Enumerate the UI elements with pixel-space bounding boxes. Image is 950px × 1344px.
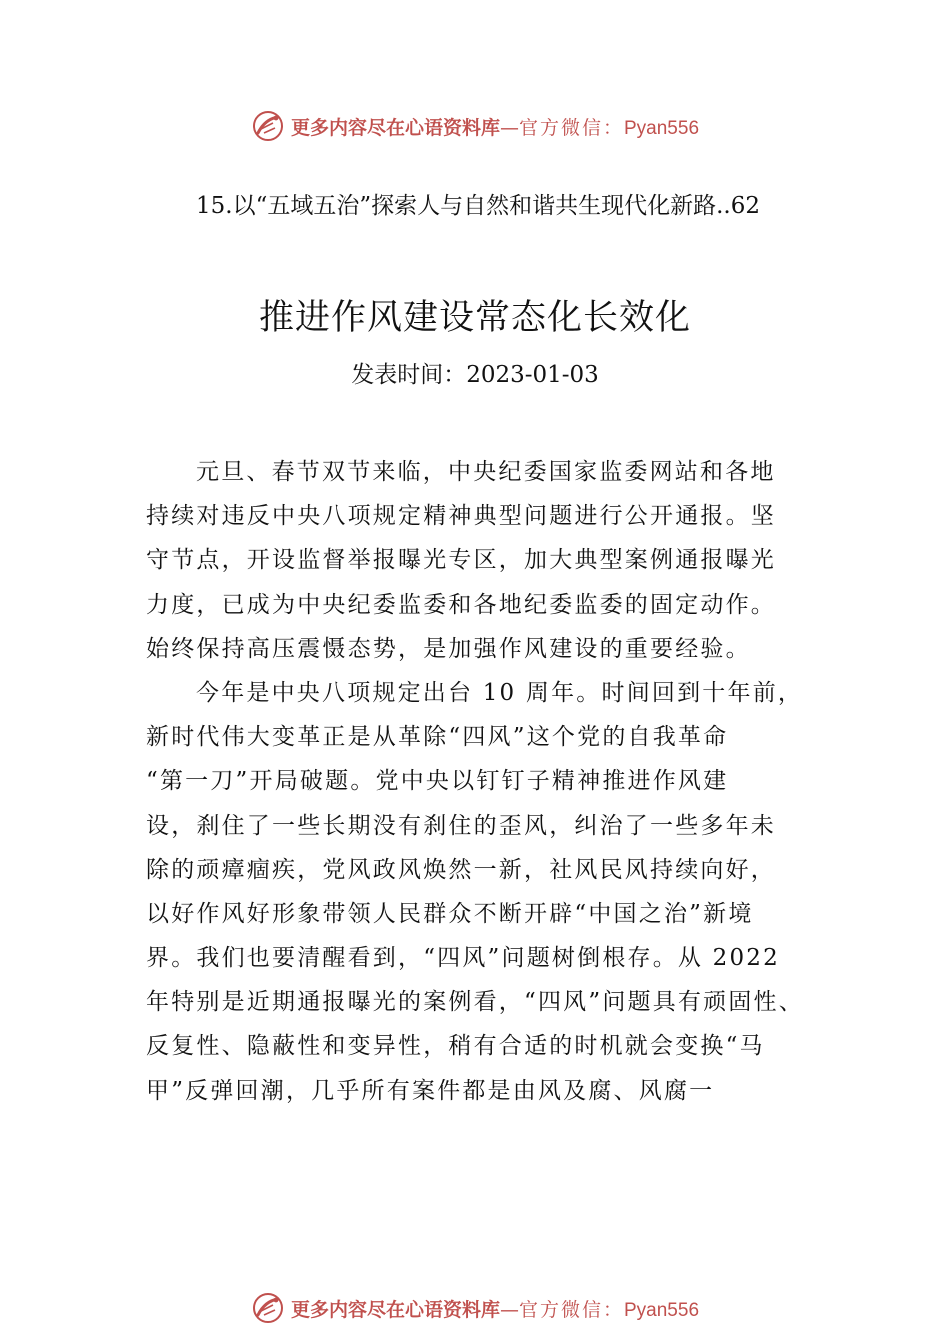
watermark-text (291, 113, 699, 140)
body-line: 今年是中央八项规定出台 10 周年。时间回到十年前， (196, 679, 804, 706)
article-title: 推进作风建设常态化长效化 (258, 298, 691, 338)
body-line: 界。我们也要清醒看到，“四风”问题树倒根存。从 2022 (146, 945, 780, 972)
brand-logo-icon (251, 1291, 285, 1325)
publish-date: 2023-01-03 (466, 362, 599, 388)
article-body (146, 450, 806, 1113)
watermark-dash: — (499, 116, 519, 139)
body-line: 设，刹住了一些长期没有刹住的歪风，纠治了一些多年未 (146, 812, 776, 839)
publish-date-line (0, 356, 950, 389)
watermark-label: 官方微信： (518, 116, 624, 139)
brand-logo-icon (251, 109, 285, 143)
watermark-main-text: 更多内容尽在心语资料库 (290, 1298, 500, 1321)
body-line: 力度，已成为中央纪委监委和各地纪委监委的固定动作。 (146, 591, 776, 618)
body-line: 反复性、隐蔽性和变异性，稍有合适的时机就会变换“马 (146, 1033, 765, 1060)
body-line: “第一刀”开局破题。党中央以钉钉子精神推进作风建 (146, 768, 729, 795)
watermark-label: 官方微信： (518, 1298, 624, 1321)
toc-entry: 15.以“五域五治”探索人与自然和谐共生现代化新路..62 (196, 193, 760, 219)
body-line: 年特别是近期通报曝光的案例看，“四风”问题具有顽固性、 (146, 989, 804, 1016)
body-line: 新时代伟大变革正是从革除“四风”这个党的自我革命 (146, 724, 729, 751)
watermark-text (291, 1295, 699, 1322)
body-line: 甲”反弹回潮，几乎所有案件都是由风及腐、风腐一 (146, 1077, 715, 1104)
watermark-main-text: 更多内容尽在心语资料库 (290, 116, 500, 139)
body-line: 始终保持高压震慑态势，是加强作风建设的重要经验。 (146, 635, 751, 662)
footer-watermark (0, 1288, 950, 1328)
body-line: 元旦、春节双节来临，中央纪委国家监委网站和各地 (196, 459, 776, 485)
watermark-wechat-id: Pyan556 (624, 1299, 700, 1321)
body-line: 守节点，开设监督举报曝光专区，加大典型案例通报曝光 (146, 547, 776, 574)
watermark-dash: — (499, 1298, 519, 1321)
publish-label: 发表时间： (351, 362, 467, 388)
header-watermark (0, 106, 950, 146)
body-line: 持续对违反中央八项规定精神典型问题进行公开通报。坚 (146, 503, 776, 530)
body-line: 以好作风好形象带领人民群众不断开辟“中国之治”新境 (146, 900, 754, 927)
body-line: 除的顽瘴痼疾，党风政风焕然一新，社风民风持续向好， (146, 856, 776, 883)
watermark-wechat-id: Pyan556 (624, 117, 700, 139)
